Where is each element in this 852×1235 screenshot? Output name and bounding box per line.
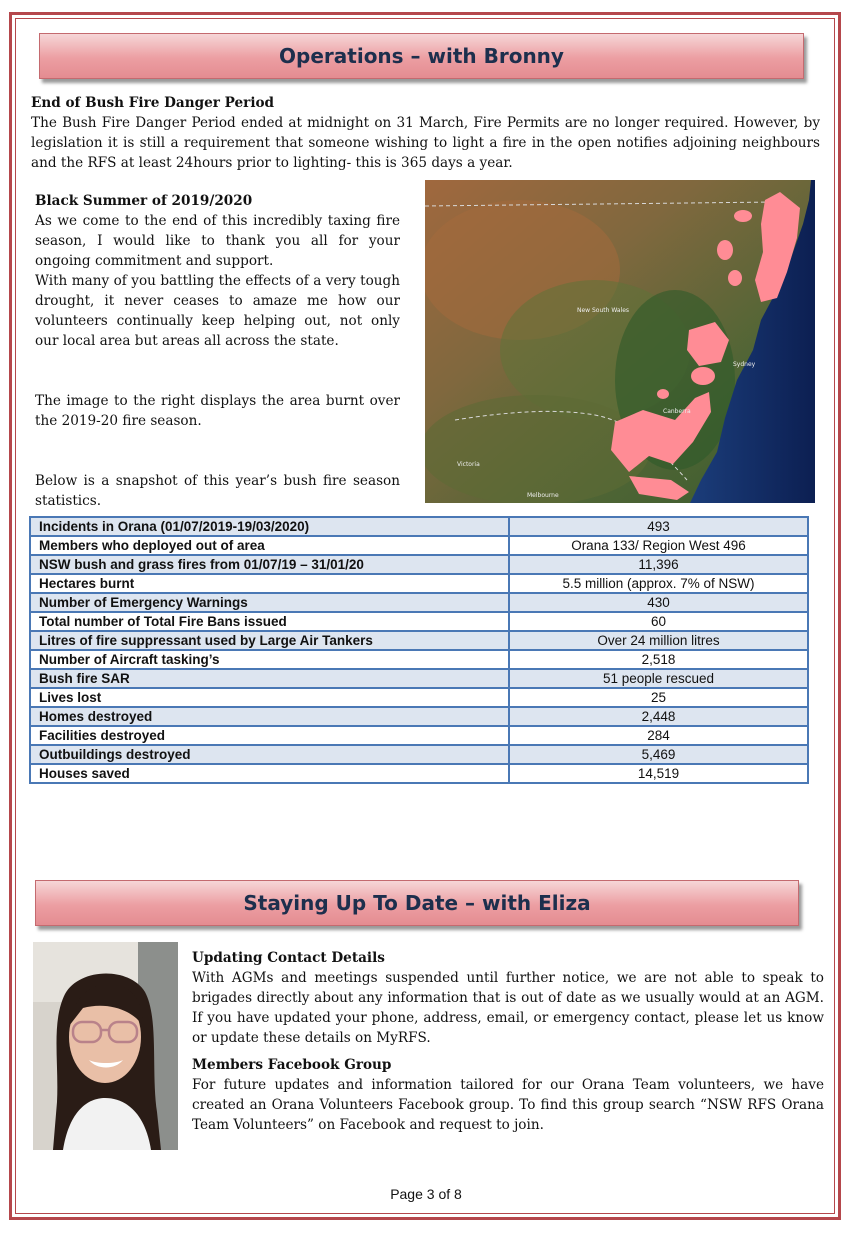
stat-value: 2,518 xyxy=(509,650,808,669)
map-label-melbourne: Melbourne xyxy=(527,492,559,499)
black-summer-para3: The image to the right displays the area burnt over the 2019-20 fire season. xyxy=(35,393,400,429)
stat-value: Over 24 million litres xyxy=(509,631,808,650)
contact-details-body: With AGMs and meetings suspended until further notice, we are not able to speak to brigades directly about any information that is out of date as we usually would at an AGM. If you have updated your phone, address, email, or emergency contact, please let us know or update these details on MyRFS. xyxy=(192,970,824,1046)
danger-period-body: The Bush Fire Danger Period ended at midnight on 31 March, Fire Permits are no longer required. However, by legislation it is still a requirement that someone wishing to light a fire in the open notifies adjoining neighbours and the RFS at least 24hours prior to lighting- this is 365 days a year. xyxy=(31,115,820,171)
black-summer-para1: As we come to the end of this incredibly taxing fire season, I would like to thank you all for your ongoing commitment and support. xyxy=(35,213,400,269)
burnt-area-map xyxy=(425,180,815,503)
stat-label: Total number of Total Fire Bans issued xyxy=(30,612,509,631)
stat-label: Facilities destroyed xyxy=(30,726,509,745)
stat-value: 25 xyxy=(509,688,808,707)
stat-label: Houses saved xyxy=(30,764,509,783)
table-row xyxy=(30,536,808,555)
black-summer-para2: With many of you battling the effects of a very tough drought, it never ceases to amaze me how our volunteers continually keep helping out, not only our local area but areas all across the state. xyxy=(35,273,400,349)
stat-label: Number of Emergency Warnings xyxy=(30,593,509,612)
stat-value: 60 xyxy=(509,612,808,631)
table-row xyxy=(30,745,808,764)
stat-label: Hectares burnt xyxy=(30,574,509,593)
map-label-sydney: Sydney xyxy=(733,361,756,368)
staying-up-to-date-banner xyxy=(35,880,799,926)
danger-period-heading: End of Bush Fire Danger Period xyxy=(31,95,275,111)
table-row xyxy=(30,574,808,593)
stat-value: 5,469 xyxy=(509,745,808,764)
danger-period-section xyxy=(31,93,820,173)
stat-value: 284 xyxy=(509,726,808,745)
operations-banner xyxy=(39,33,804,79)
table-row xyxy=(30,650,808,669)
burnt-area-map-image xyxy=(425,180,815,503)
facebook-group-body: For future updates and information tailored for our Orana Team volunteers, we have created an Orana Volunteers Facebook group. To find this group search “NSW RFS Orana Team Volunteers” on Facebook and request to join. xyxy=(192,1077,824,1133)
black-summer-section xyxy=(35,191,400,511)
stat-label: Members who deployed out of area xyxy=(30,536,509,555)
eliza-portrait-image xyxy=(33,942,178,1150)
staying-up-to-date-title: Staying Up To Date – with Eliza xyxy=(243,891,591,915)
map-label-nsw: New South Wales xyxy=(577,307,630,314)
stat-label: Bush fire SAR xyxy=(30,669,509,688)
table-row xyxy=(30,707,808,726)
staying-up-to-date-section xyxy=(192,948,824,1135)
stat-value: 2,448 xyxy=(509,707,808,726)
stats-table-body xyxy=(30,517,808,783)
stat-label: Incidents in Orana (01/07/2019-19/03/2020) xyxy=(30,517,509,536)
map-label-victoria: Victoria xyxy=(457,461,480,468)
stat-label: Outbuildings destroyed xyxy=(30,745,509,764)
table-row xyxy=(30,555,808,574)
table-row xyxy=(30,517,808,536)
stat-value: 14,519 xyxy=(509,764,808,783)
table-row xyxy=(30,631,808,650)
stat-value: Orana 133/ Region West 496 xyxy=(509,536,808,555)
eliza-photo xyxy=(33,942,178,1150)
stat-value: 11,396 xyxy=(509,555,808,574)
stat-label: Litres of fire suppressant used by Large Air Tankers xyxy=(30,631,509,650)
table-row xyxy=(30,726,808,745)
stat-value: 430 xyxy=(509,593,808,612)
stat-value: 493 xyxy=(509,517,808,536)
page-number: Page 3 of 8 xyxy=(390,1186,462,1202)
table-row xyxy=(30,669,808,688)
map-label-canberra: Canberra xyxy=(663,408,691,415)
table-row xyxy=(30,593,808,612)
table-row xyxy=(30,764,808,783)
operations-banner-title: Operations – with Bronny xyxy=(279,44,564,68)
black-summer-para4: Below is a snapshot of this year’s bush fire season statistics. xyxy=(35,473,400,509)
stat-value: 5.5 million (approx. 7% of NSW) xyxy=(509,574,808,593)
facebook-group-heading: Members Facebook Group xyxy=(192,1057,392,1073)
stat-value: 51 people rescued xyxy=(509,669,808,688)
contact-details-heading: Updating Contact Details xyxy=(192,950,385,966)
table-row xyxy=(30,612,808,631)
black-summer-heading: Black Summer of 2019/2020 xyxy=(35,193,253,209)
stat-label: Number of Aircraft tasking’s xyxy=(30,650,509,669)
stat-label: NSW bush and grass fires from 01/07/19 – 31/01/20 xyxy=(30,555,509,574)
fire-season-stats-table xyxy=(29,516,809,784)
stat-label: Homes destroyed xyxy=(30,707,509,726)
table-row xyxy=(30,688,808,707)
stat-label: Lives lost xyxy=(30,688,509,707)
